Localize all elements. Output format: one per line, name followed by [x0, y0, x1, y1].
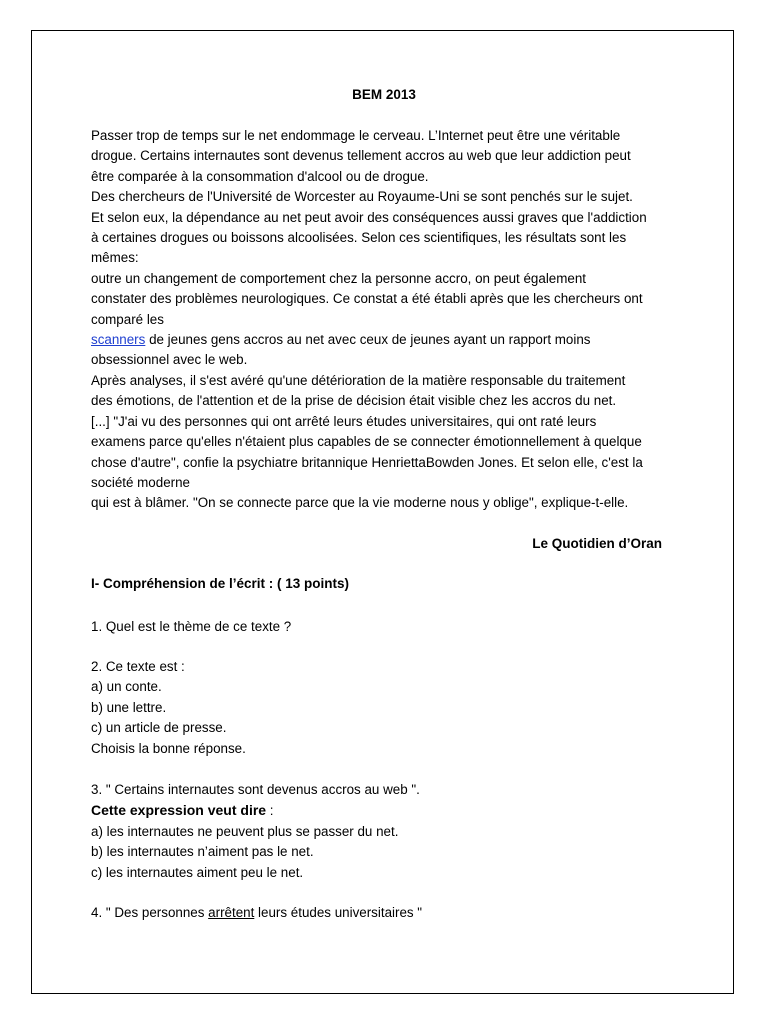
underlined-word: arrêtent — [208, 905, 255, 920]
text-line: être comparée à la consommation d'alcool ou de drogue. — [91, 168, 429, 184]
answer-option: a) un conte. — [91, 679, 162, 695]
prompt-colon: : — [266, 803, 274, 819]
text-line: constater des problèmes neurologiques. Ce constat a été établi après que les chercheurs ont — [91, 291, 643, 307]
answer-option: a) les internautes ne peuvent plus se passer du net. — [91, 823, 399, 839]
question-1 — [91, 617, 291, 637]
question-4 — [91, 903, 422, 923]
question-text: 1. Quel est le thème de ce texte ? — [91, 619, 292, 634]
answer-option: b) une lettre. — [91, 699, 167, 715]
article-source: Le Quotidien d’Oran — [532, 536, 662, 551]
q4-end: leurs études universitaires " — [254, 905, 423, 920]
text-line — [91, 330, 691, 350]
question-2 — [91, 657, 246, 759]
text-line: des émotions, de l'attention et de la prise de décision était visible chez les accros du net. — [91, 393, 617, 409]
text-line: comparé les — [91, 311, 164, 327]
document-title: BEM 2013 — [352, 87, 416, 102]
text-line: Après analyses, il s'est avéré qu'une détérioration de la matière responsable du traitement — [91, 372, 626, 388]
text-line: [...] "J'ai vu des personnes qui ont arrêté leurs études universitaires, qui ont raté leurs — [91, 413, 597, 429]
text-line: obsessionnel avec le web. — [91, 352, 248, 368]
article-text — [91, 126, 691, 514]
text-line: examens parce qu'elles n'étaient plus capables de se connecter émotionnellement à quelque — [91, 434, 642, 450]
text-line: chose d'autre", confie la psychiatre britannique HenriettaBowden Jones. Et selon elle, c'est la — [91, 454, 643, 470]
text-line: à certaines drogues ou boissons alcoolisées. Selon ces scientifiques, les résultats sont les — [91, 230, 627, 246]
prompt-bold: Cette expression veut dire — [91, 802, 267, 819]
text-line: qui est à blâmer. "On se connecte parce que la vie moderne nous y oblige", explique-t-elle. — [91, 495, 629, 511]
text-line: société moderne — [91, 474, 190, 490]
text-line: mêmes: — [91, 250, 139, 266]
text-line: outre un changement de comportement chez la personne accro, on peut également — [91, 270, 587, 286]
section-heading: I- Compréhension de l’écrit : ( 13 points) — [91, 576, 350, 591]
question-text: 3. " Certains internautes sont devenus accros au web ". — [91, 782, 420, 797]
question-3 — [91, 780, 420, 883]
text-fragment: de jeunes gens accros au net avec ceux de jeunes ayant un rapport moins — [145, 332, 591, 348]
answer-option: c) les internautes aiment peu le net. — [91, 864, 304, 880]
question-instruction: Choisis la bonne réponse. — [91, 740, 246, 756]
question-text — [91, 903, 422, 923]
scanners-link[interactable]: scanners — [91, 332, 146, 348]
text-line: Des chercheurs de l'Université de Worcester au Royaume-Uni se sont penchés sur le sujet. — [91, 189, 633, 205]
answer-option: b) les internautes n’aiment pas le net. — [91, 844, 314, 860]
text-line: drogue. Certains internautes sont devenus tellement accros au web que leur addiction peut — [91, 148, 631, 164]
question-text: 2. Ce texte est : — [91, 659, 185, 674]
question-prompt — [91, 800, 420, 821]
q4-start: 4. " Des personnes — [91, 905, 209, 920]
text-line: Passer trop de temps sur le net endommage le cerveau. L’Internet peut être une véritable — [91, 128, 621, 143]
text-line: Et selon eux, la dépendance au net peut avoir des conséquences aussi graves que l'addiction — [91, 209, 647, 225]
answer-option: c) un article de presse. — [91, 720, 227, 736]
